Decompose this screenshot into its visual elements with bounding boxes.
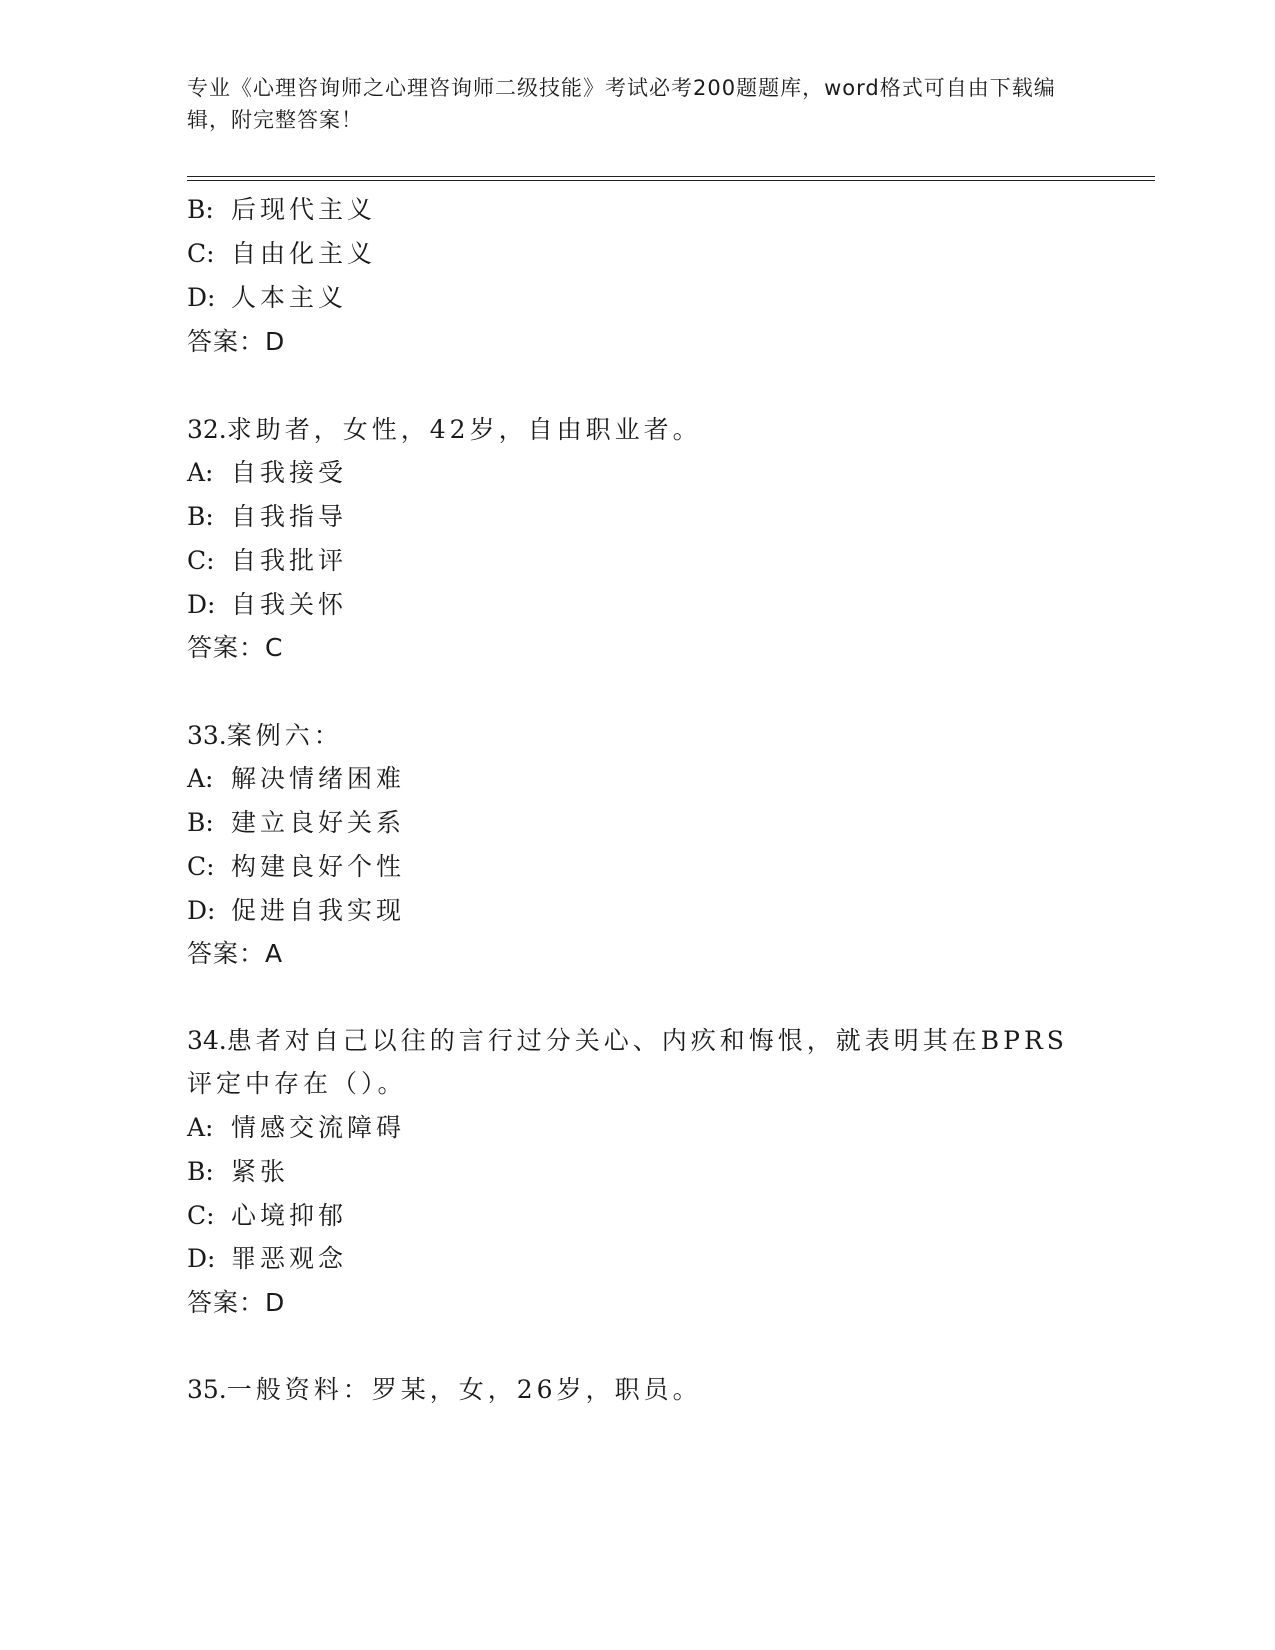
- option-text: 建立良好关系: [231, 808, 406, 837]
- document-header: 专业《心理咨询师之心理咨询师二级技能》考试必考200题题库，word格式可自由下载编辑，附完整答案！: [187, 76, 1056, 132]
- option-label: C:: [187, 1201, 215, 1230]
- option-text: 自我批评: [231, 546, 348, 575]
- question-35-stem: [187, 1374, 702, 1406]
- option-text: 紧张: [231, 1157, 290, 1186]
- answer-31: 答案：D: [187, 327, 286, 356]
- option-32-d: [187, 589, 347, 621]
- answer-32: 答案：C: [187, 633, 284, 662]
- option-label: B:: [187, 808, 214, 837]
- question-text: 案例六：: [226, 721, 343, 750]
- option-text: 构建良好个性: [231, 852, 406, 881]
- question-33-stem: [187, 720, 343, 752]
- question-number: 34.: [187, 1026, 227, 1055]
- option-text: 自我接受: [231, 458, 348, 487]
- option-label: C:: [187, 546, 215, 575]
- option-label: D:: [187, 1244, 216, 1273]
- option-label: B:: [187, 502, 214, 531]
- option-32-a: [187, 457, 347, 489]
- option-label: D:: [187, 283, 216, 312]
- option-31-d: [187, 282, 347, 314]
- question-number: 32.: [187, 415, 227, 444]
- option-text: 自我关怀: [231, 590, 348, 619]
- option-34-a: [187, 1112, 405, 1144]
- option-text: 人本主义: [231, 283, 348, 312]
- answer-33: 答案：A: [187, 939, 284, 968]
- option-label: A:: [187, 458, 214, 487]
- option-text: 罪恶观念: [231, 1244, 348, 1273]
- answer-34: 答案：D: [187, 1288, 286, 1317]
- option-label: A:: [187, 1113, 214, 1142]
- option-34-b: [187, 1156, 289, 1188]
- option-33-d: [187, 895, 405, 927]
- question-number: 35.: [187, 1375, 227, 1404]
- option-label: A:: [187, 764, 214, 793]
- option-32-b: [187, 501, 347, 533]
- option-text: 自由化主义: [231, 239, 377, 268]
- option-31-b: [187, 194, 376, 226]
- question-32-stem: [187, 414, 702, 446]
- option-34-d: [187, 1243, 347, 1275]
- question-text: 患者对自己以往的言行过分关心、内疚和悔恨，就表明其在BPRS: [226, 1026, 1068, 1055]
- option-32-c: [187, 545, 347, 577]
- question-text: 求助者，女性，42岁，自由职业者。: [226, 415, 702, 444]
- option-text: 心境抑郁: [231, 1201, 348, 1230]
- question-34-stem-line1: [187, 1025, 1068, 1057]
- option-33-c: [187, 851, 405, 883]
- option-34-c: [187, 1200, 347, 1232]
- option-33-b: [187, 807, 405, 839]
- option-label: C:: [187, 239, 215, 268]
- option-text: 情感交流障碍: [231, 1113, 406, 1142]
- option-31-c: [187, 238, 376, 270]
- option-text: 后现代主义: [231, 195, 377, 224]
- option-text: 解决情绪困难: [231, 764, 406, 793]
- question-34-stem-line2: 评定中存在（）。: [187, 1069, 407, 1098]
- option-label: D:: [187, 896, 216, 925]
- option-text: 促进自我实现: [231, 896, 406, 925]
- option-label: B:: [187, 195, 214, 224]
- header-divider: [187, 176, 1155, 181]
- option-label: B:: [187, 1157, 214, 1186]
- option-label: C:: [187, 852, 215, 881]
- option-33-a: [187, 763, 405, 795]
- option-label: D:: [187, 590, 216, 619]
- question-text: 一般资料：罗某，女，26岁，职员。: [226, 1375, 702, 1404]
- option-text: 自我指导: [231, 502, 348, 531]
- question-number: 33.: [187, 721, 227, 750]
